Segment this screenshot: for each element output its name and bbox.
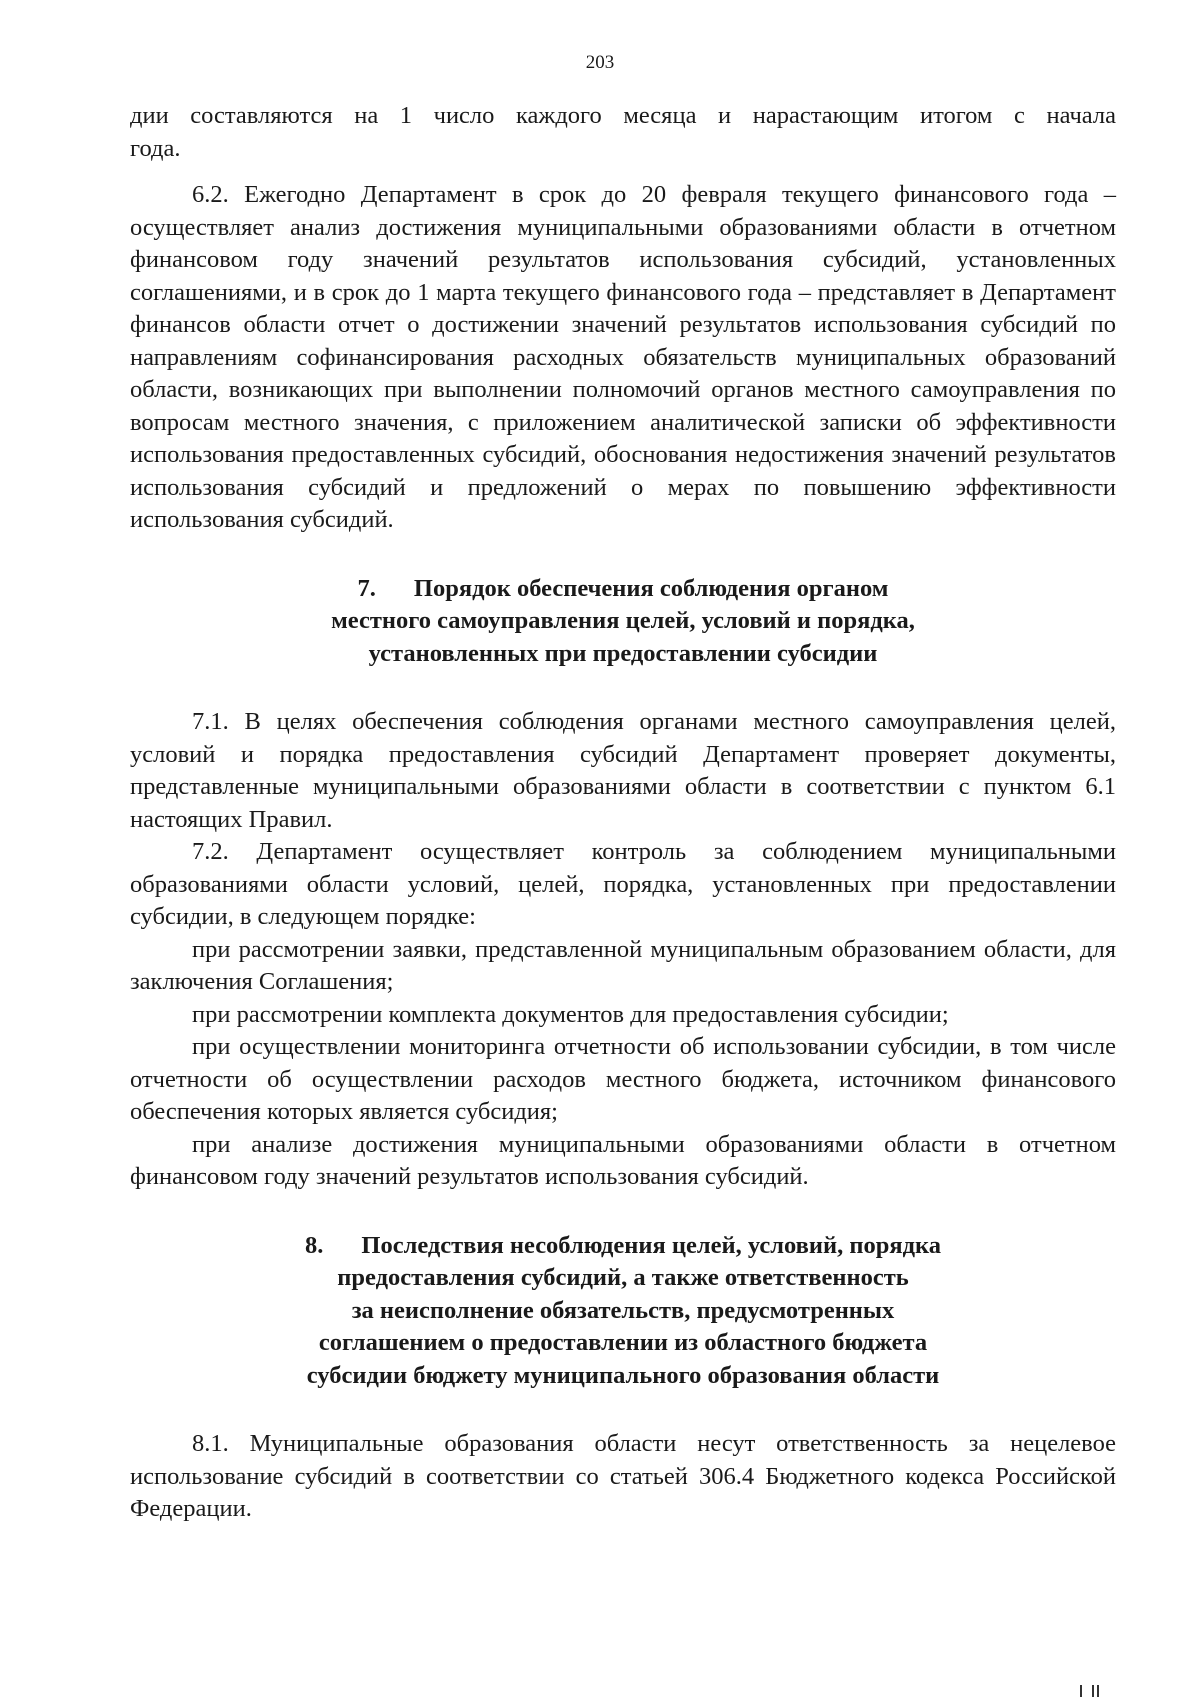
paragraph-6-2: 6.2. Ежегодно Департамент в срок до 20 февраля текущего финансового года – осуществляет анализ достижения муниципальными образованиями области в отчетном финансовом году значений результатов использования субсидий, установленных соглашениями, и в срок до 1 марта текущего финансового года – представляет в Департамент финансов области отчет о достижении значений результатов использования субсидий по направлениям софинансирования расходных обязательств муниципальных образований области, возникающих при выполнении полномочий органов местного самоуправления по вопросам местного значения, с приложением аналитической записки об эффективности использования предоставленных субсидий, обоснования недостижения значений результатов использования субсидий и предложений о мерах по повышению эффективности использования субсидий. bbox=[130, 181, 1116, 533]
section-7-heading-line-2: местного самоуправления целей, условий и порядка, bbox=[331, 607, 915, 634]
section-7-number: 7. bbox=[357, 574, 376, 602]
intro-line-2: года. bbox=[130, 134, 181, 162]
section-7-heading bbox=[130, 573, 1116, 671]
section-8-heading-line-2: предоставления субсидий, а также ответственность bbox=[337, 1264, 909, 1291]
paragraph-8-1: 8.1. Муниципальные образования области несут ответственность за нецелевое использование субсидий в соответствии со статьей 306.4 Бюджетного кодекса Российской Федерации. bbox=[130, 1430, 1116, 1522]
list-item-7-2-1: при рассмотрении заявки, представленной муниципальным образованием области, для заключения Соглашения; bbox=[130, 935, 1116, 995]
section-8-heading-line-4: соглашением о предоставлении из областного бюджета bbox=[318, 1329, 928, 1356]
scan-corner-mark bbox=[1076, 1683, 1100, 1697]
paragraph-7-1: 7.1. В целях обеспечения соблюдения органами местного самоуправления целей, условий и порядка предоставления субсидий Департамент проверяет документы, представленные муниципальными образованиями области в соответствии с пунктом 6.1 настоящих Правил. bbox=[130, 708, 1116, 833]
section-7-heading-line-1 bbox=[130, 573, 1116, 606]
section-8-heading-line-3: за неисполнение обязательств, предусмотренных bbox=[351, 1296, 895, 1324]
section-8-heading-line-1 bbox=[130, 1230, 1116, 1263]
page-number: 203 bbox=[585, 52, 615, 73]
section-8-heading bbox=[130, 1230, 1116, 1393]
section-7-title-part-1: Порядок обеспечения соблюдения органом bbox=[413, 574, 889, 602]
list-item-7-2-4: при анализе достижения муниципальными образованиями области в отчетном финансовом году значений результатов использования субсидий. bbox=[130, 1130, 1116, 1190]
list-item-7-2-3: при осуществлении мониторинга отчетности об использовании субсидии, в том числе отчетности об осуществлении расходов местного бюджета, источником финансового обеспечения которых является субсидия; bbox=[130, 1033, 1116, 1125]
section-8-heading-line-5: субсидии бюджету муниципального образования области bbox=[306, 1361, 940, 1389]
section-8-number: 8. bbox=[305, 1231, 324, 1259]
section-7-heading-line-3: установленных при предоставлении субсидии bbox=[368, 639, 878, 667]
list-item-7-2-2: при рассмотрении комплекта документов для предоставления субсидии; bbox=[192, 1000, 949, 1028]
section-8-title-part-1: Последствия несоблюдения целей, условий, порядка bbox=[361, 1231, 941, 1259]
paragraph-7-2: 7.2. Департамент осуществляет контроль за соблюдением муниципальными образованиями области условий, целей, порядка, установленных при предоставлении субсидии, в следующем порядке: bbox=[130, 838, 1116, 930]
document-body bbox=[130, 100, 1116, 1526]
intro-line-1: дии составляются на 1 число каждого месяца и нарастающим итогом с начала bbox=[130, 102, 1116, 129]
